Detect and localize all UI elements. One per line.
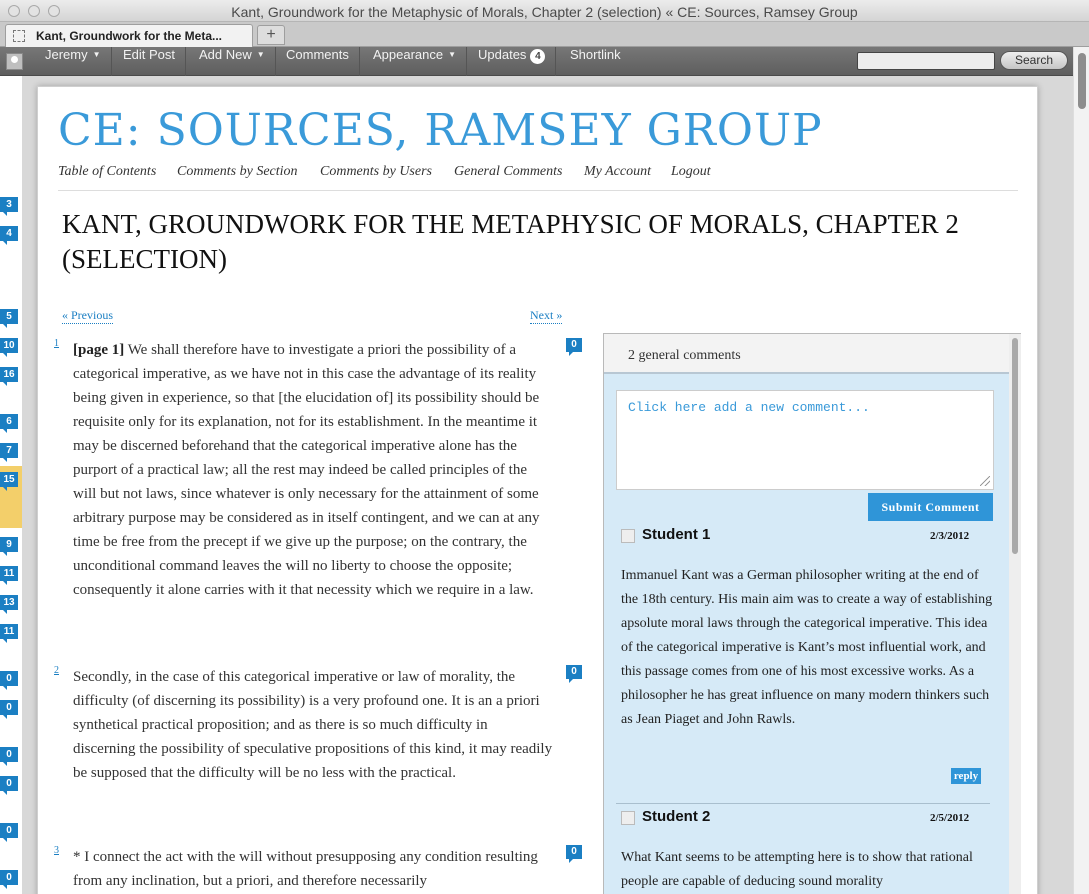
comment-text: Immanuel Kant was a German philosopher writing at the end of the 18th century. His main aim was to create a way of establishing apsolute moral laws through the categorical imperative. This idea of the categorical imperative is Kant’s most influential work, and this passage comes from one of his most excessive works. As a philosopher he has great influence on many modern thinkers such as Jean Piaget and John Rawls. bbox=[621, 568, 993, 727]
comment-author: Student 2 bbox=[642, 808, 711, 825]
left-count[interactable]: 13 bbox=[0, 595, 18, 610]
comments-link[interactable]: Comments bbox=[276, 47, 360, 76]
paragraph-number[interactable]: 1 bbox=[54, 338, 59, 349]
user-avatar-icon[interactable] bbox=[6, 53, 23, 70]
panel-scrollbar-thumb[interactable] bbox=[1012, 338, 1018, 554]
edit-post-link[interactable]: Edit Post bbox=[113, 47, 186, 76]
left-count[interactable]: 0 bbox=[0, 671, 18, 686]
shortlink-link[interactable]: Shortlink bbox=[570, 47, 621, 62]
left-count[interactable]: 10 bbox=[0, 338, 18, 353]
paragraph-comment-count[interactable]: 0 bbox=[566, 845, 582, 859]
updates-count-badge: 4 bbox=[530, 49, 545, 64]
nav-general-comments[interactable]: General Comments bbox=[454, 164, 563, 179]
paragraph-text[interactable]: [page 1] We shall therefore have to investigate a priori the possibility of a categorical imperative, as we have not in this case the advantage of its reality being given in experience, so that [the elucidation of] its possibility should be requisite only for its explanation, not for its establishment. In the meantime it may be discerned beforehand that the categorical imperative alone has the purport of a practical law; all the rest may indeed be called principles of the will but not laws, since whatever is only necessary for the attainment of some arbitrary purpose may be considered as in itself contingent, and we can at any time be free from the precept if we give up the purpose; on the contrary, the unconditional command leaves the will no liberty to choose the opposite; consequently it alone carries with it that necessity which we require in a law. bbox=[73, 342, 540, 598]
page-scrollbar[interactable] bbox=[1073, 47, 1089, 894]
paragraph-comment-count[interactable]: 0 bbox=[566, 338, 582, 352]
admin-search-button[interactable]: Search bbox=[1000, 51, 1068, 70]
paragraph-text[interactable]: Secondly, in the case of this categorical imperative or law of morality, the difficulty (of discerning its possibility) is a very profound one. It is an a priori synthetical practical proposition; and as there is so much difficulty in discerning the possibility of speculative propositions of this kind, it may readily be supposed that the difficulty will be no less with the practical. bbox=[73, 669, 553, 781]
paragraph-text[interactable]: * I connect the act with the will without presupposing any condition resulting from any inclination, but a priori, and therefore necessarily bbox=[73, 849, 538, 889]
paragraph bbox=[54, 665, 577, 805]
nav-my-account[interactable]: My Account bbox=[584, 164, 651, 179]
left-count[interactable]: 15 bbox=[0, 472, 18, 487]
tab-label: Kant, Groundwork for the Meta... bbox=[36, 29, 223, 43]
wp-admin-bar bbox=[0, 47, 1073, 76]
previous-link[interactable]: « Previous bbox=[62, 308, 113, 322]
paragraph bbox=[54, 338, 577, 628]
left-comment-strip bbox=[0, 76, 22, 894]
nav-comments-by-section[interactable]: Comments by Section bbox=[177, 164, 298, 179]
caret-down-icon: ▼ bbox=[92, 50, 101, 59]
left-count[interactable]: 3 bbox=[0, 197, 18, 212]
nav-comments-by-users[interactable]: Comments by Users bbox=[320, 164, 432, 179]
reply-button[interactable]: reply bbox=[951, 768, 981, 784]
avatar-icon bbox=[621, 529, 635, 543]
site-title[interactable]: CE: SOURCES, RAMSEY GROUP bbox=[58, 105, 823, 156]
paragraph-number[interactable]: 3 bbox=[54, 845, 59, 856]
favicon-icon bbox=[13, 30, 25, 42]
left-count[interactable]: 16 bbox=[0, 367, 18, 382]
page-card bbox=[37, 86, 1038, 894]
paragraph-comment-count[interactable]: 0 bbox=[566, 665, 582, 679]
comment bbox=[616, 802, 994, 894]
left-count[interactable]: 9 bbox=[0, 537, 18, 552]
comment bbox=[616, 520, 994, 800]
left-count[interactable]: 5 bbox=[0, 309, 18, 324]
page-scrollbar-thumb[interactable] bbox=[1078, 53, 1086, 109]
admin-user-menu[interactable]: Jeremy ▼ bbox=[35, 47, 112, 76]
caret-down-icon: ▼ bbox=[448, 50, 457, 59]
caret-down-icon: ▼ bbox=[256, 50, 265, 59]
nav-table-of-contents[interactable]: Table of Contents bbox=[58, 164, 157, 179]
tab-active[interactable] bbox=[5, 24, 253, 47]
add-new-menu[interactable]: Add New ▼ bbox=[189, 47, 276, 76]
comment-author: Student 1 bbox=[642, 526, 711, 543]
document-title: KANT, GROUNDWORK FOR THE METAPHYSIC OF MORALS, CHAPTER 2 (SELECTION) bbox=[62, 209, 959, 274]
updates-link[interactable]: Updates 4 bbox=[468, 47, 556, 76]
paragraph-number[interactable]: 2 bbox=[54, 665, 59, 676]
resize-grip-icon[interactable] bbox=[980, 476, 990, 486]
appearance-menu[interactable]: Appearance ▼ bbox=[363, 47, 467, 76]
comment-placeholder: Click here add a new comment... bbox=[628, 400, 870, 415]
left-count[interactable]: 4 bbox=[0, 226, 18, 241]
window-title: Kant, Groundwork for the Metaphysic of Morals, Chapter 2 (selection) « CE: Sources, Ramsey Group bbox=[231, 4, 858, 20]
panel-header: 2 general comments bbox=[604, 334, 1009, 374]
left-count[interactable]: 0 bbox=[0, 776, 18, 791]
left-count[interactable]: 6 bbox=[0, 414, 18, 429]
next-link[interactable]: Next » bbox=[530, 308, 563, 322]
comment-text: What Kant seems to be attempting here is to show that rational people are capable of deducing sound morality bbox=[621, 850, 973, 889]
left-count[interactable]: 11 bbox=[0, 566, 18, 581]
window-titlebar bbox=[0, 0, 1089, 22]
avatar-icon bbox=[621, 811, 635, 825]
divider bbox=[58, 190, 1018, 191]
left-count[interactable]: 7 bbox=[0, 443, 18, 458]
panel-scrollbar[interactable] bbox=[1009, 334, 1021, 894]
left-count[interactable]: 0 bbox=[0, 823, 18, 838]
submit-comment-button[interactable]: Submit Comment bbox=[868, 493, 993, 521]
left-count[interactable]: 0 bbox=[0, 747, 18, 762]
tab-bar bbox=[0, 22, 1089, 47]
left-count[interactable]: 0 bbox=[0, 700, 18, 715]
new-comment-textarea[interactable] bbox=[616, 390, 994, 490]
left-count[interactable]: 0 bbox=[0, 870, 18, 885]
comment-date: 2/5/2012 bbox=[930, 812, 970, 824]
general-comments-panel bbox=[603, 333, 1021, 894]
paragraph bbox=[54, 845, 577, 894]
admin-search-input[interactable] bbox=[857, 52, 995, 70]
comment-date: 2/3/2012 bbox=[930, 530, 970, 542]
left-count[interactable]: 11 bbox=[0, 624, 18, 639]
nav-logout[interactable]: Logout bbox=[671, 164, 711, 179]
new-tab-button[interactable]: + bbox=[257, 25, 285, 45]
